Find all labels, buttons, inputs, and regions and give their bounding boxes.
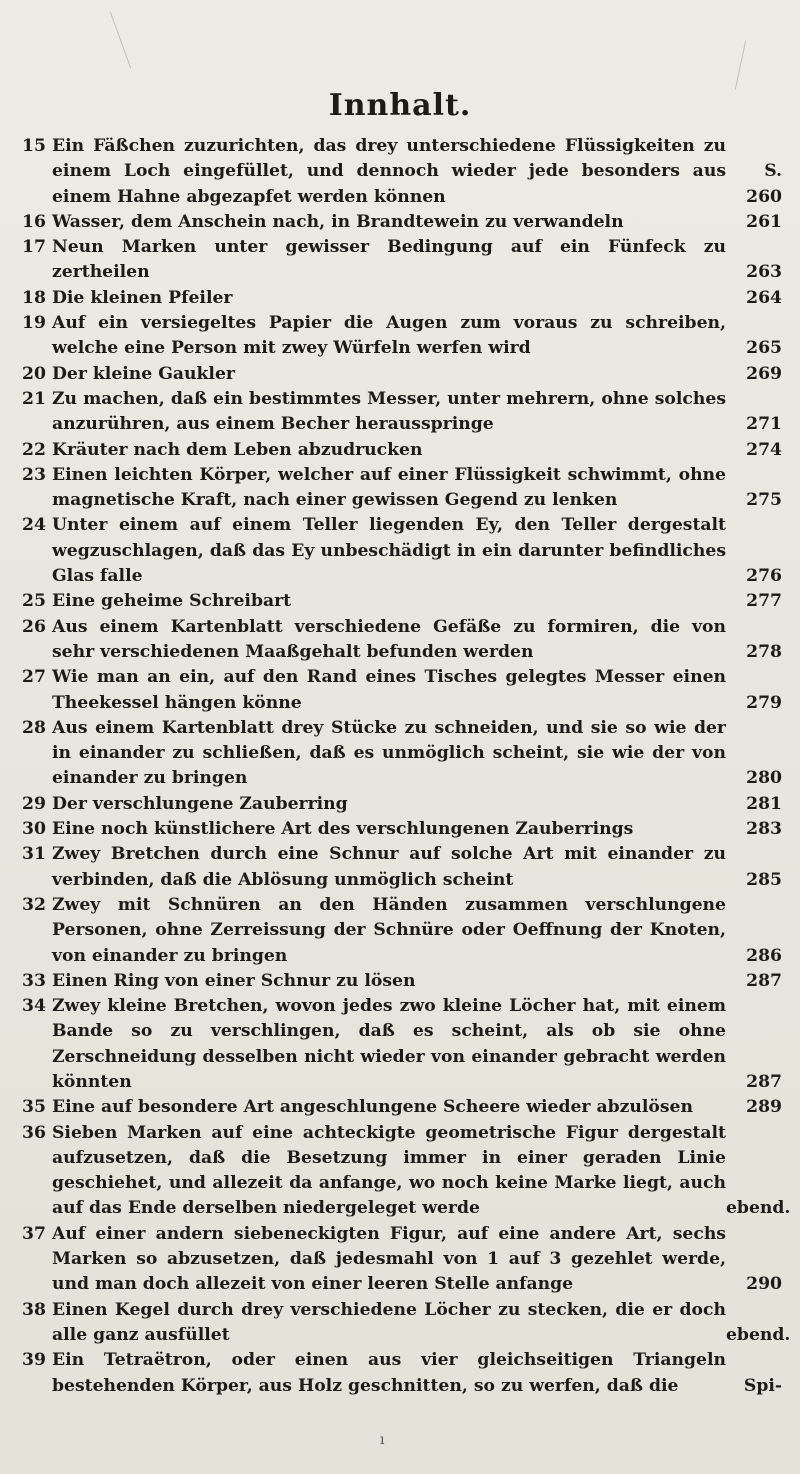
toc-entry <box>12 969 782 994</box>
toc-entry-page: 261 <box>746 211 782 232</box>
toc-entry-title: Unter einem auf einem Teller liegenden Ey, den Teller dergestalt wegzuschlagen, daß das Ey unbeschädigt in ein darunter befindliches Glas falle <box>52 515 726 587</box>
toc-entry-page: 290 <box>746 1274 782 1295</box>
toc-entry-number: 28 <box>22 717 46 738</box>
toc-entry <box>12 463 782 514</box>
paper-scratch-mark <box>735 40 746 89</box>
toc-entry-title: Auf ein versiegeltes Papier die Augen zum voraus zu schreiben, welche eine Person mit zwey Würfeln werfen wird <box>52 313 726 359</box>
toc-entry <box>12 438 782 463</box>
toc-entry-title: Aus einem Kartenblatt verschiedene Gefäße zu formiren, die von sehr verschiedenen Maaßgehalt befunden werden <box>52 616 726 662</box>
toc-entry-page: 277 <box>746 591 782 612</box>
toc-entry-title: Eine auf besondere Art angeschlungene Scheere wieder abzulösen <box>52 1097 693 1118</box>
toc-entry <box>12 362 782 387</box>
paper-scratch-mark <box>110 12 131 69</box>
toc-entry-page: 269 <box>746 363 782 384</box>
toc-entry-page: 265 <box>746 338 782 359</box>
toc-entry-number: 22 <box>22 439 46 460</box>
toc-entry-number: 35 <box>22 1097 46 1118</box>
toc-entry <box>12 842 782 893</box>
toc-entry-page: 286 <box>746 945 782 966</box>
toc-entry <box>12 817 782 842</box>
toc-entry-number: 38 <box>22 1299 46 1320</box>
toc-entry <box>12 893 782 969</box>
toc-entry-page: 263 <box>746 262 782 283</box>
table-of-contents <box>12 134 791 1399</box>
toc-entry-title: Der kleine Gaukler <box>52 363 235 384</box>
toc-entry-title: Einen leichten Körper, welcher auf einer Flüssigkeit schwimmt, ohne magnetische Kraft, nach einer gewissen Gegend zu lenken <box>52 464 726 511</box>
toc-entry-title: Wie man an ein, auf den Rand eines Tisches gelegtes Messer einen Theekessel hängen könne <box>52 667 726 713</box>
page-footer-mark: ı <box>380 1432 385 1448</box>
toc-entry-page: 285 <box>746 869 782 890</box>
page-title: Innhalt. <box>328 88 472 123</box>
toc-entry-number: 31 <box>22 844 46 865</box>
toc-entry <box>12 589 782 614</box>
toc-entry-page: 281 <box>746 793 782 814</box>
toc-entry-page: 280 <box>746 768 782 789</box>
toc-entry-title: Zwey kleine Bretchen, wovon jedes zwo kleine Löcher hat, mit einem Bande so zu verschlingen, daß es scheint, als ob sie ohne Zerschneidung desselben nicht wieder von einander gebracht werden könnten <box>52 996 726 1092</box>
toc-entry-title: Ein Tetraëtron, oder einen aus vier gleichseitigen Triangeln bestehenden Körper, aus Holz geschnitten, so zu werfen, daß die <box>52 1350 726 1396</box>
toc-entry-title: Zwey mit Schnüren an den Händen zusammen verschlungene Personen, ohne Zerreissung der Schnüre oder Oeffnung der Knoten, von einander zu bringen <box>52 894 726 966</box>
toc-entry <box>12 1222 782 1298</box>
toc-entry-title: Wasser, dem Anschein nach, in Brandtewein zu verwandeln <box>52 211 624 232</box>
toc-entry-title: Auf einer andern siebeneckigten Figur, auf eine andere Art, sechs Marken so abzusetzen, daß jedesmahl von 1 auf 3 gezehlet werde, und man doch allezeit von einer leeren Stelle anfange <box>52 1223 726 1295</box>
toc-entry-page: 264 <box>746 287 782 308</box>
toc-entry <box>12 311 782 362</box>
toc-entry <box>12 1095 782 1120</box>
toc-entry-number: 33 <box>22 970 46 991</box>
toc-entry-title: Aus einem Kartenblatt drey Stücke zu schneiden, und sie so wie der in einander zu schließen, daß es unmöglich scheint, sie wie der von einander zu bringen <box>52 717 726 789</box>
toc-entry-title: Sieben Marken auf eine achteckigte geometrische Figur dergestalt aufzusetzen, daß die Besetzung immer in einer geraden Linie geschiehet, und allezeit da anfange, wo noch keine Marke liegt, auch auf das Ende derselben niedergeleget werde <box>52 1122 726 1219</box>
toc-entry <box>12 513 782 589</box>
toc-entry <box>12 1298 791 1349</box>
toc-entry-number: 19 <box>22 313 46 334</box>
toc-entry <box>12 994 782 1095</box>
toc-entry-page: 287 <box>746 970 782 991</box>
toc-entry <box>12 286 782 311</box>
toc-entry-title: Die kleinen Pfeiler <box>52 287 233 308</box>
toc-entry <box>12 1348 782 1399</box>
toc-entry <box>12 134 782 210</box>
toc-entry-title: Eine noch künstlichere Art des verschlungenen Zauberrings <box>52 819 634 840</box>
toc-entry-number: 25 <box>22 591 46 612</box>
toc-entry-number: 23 <box>22 464 46 485</box>
toc-entry <box>12 1121 791 1222</box>
toc-entry-number: 18 <box>22 287 46 308</box>
toc-entry-title: Einen Kegel durch drey verschiedene Löcher zu stecken, die er doch alle ganz ausfüllet <box>52 1299 726 1345</box>
toc-entry-page: 278 <box>746 641 782 662</box>
toc-entry-title: Der verschlungene Zauberring <box>52 793 348 814</box>
toc-entry-page: 283 <box>746 819 782 840</box>
toc-entry-page: ebend. <box>726 1198 791 1219</box>
toc-entry-number: 32 <box>22 894 46 915</box>
toc-entry-title: Neun Marken unter gewisser Bedingung auf ein Fünfeck zu zertheilen <box>52 237 726 283</box>
toc-entry-page: 274 <box>746 439 782 460</box>
toc-entry <box>12 792 782 817</box>
toc-entry-title: Ein Fäßchen zuzurichten, das drey unterschiedene Flüssigkeiten zu einem Loch eingefüllet, und dennoch wieder jede besonders aus einem Hahne abgezapfet werden können <box>52 136 726 207</box>
toc-entry-number: 34 <box>22 996 46 1017</box>
toc-entry <box>12 716 782 792</box>
toc-entry-title: Einen Ring von einer Schnur zu lösen <box>52 970 416 991</box>
toc-entry-page: 271 <box>746 414 782 435</box>
toc-entry-title: Kräuter nach dem Leben abzudrucken <box>52 439 423 460</box>
toc-entry-page: 276 <box>746 566 782 587</box>
toc-entry-page: 289 <box>746 1097 782 1118</box>
toc-entry-number: 24 <box>22 515 46 536</box>
toc-entry-number: 36 <box>22 1122 46 1143</box>
toc-entry <box>12 235 782 286</box>
toc-entry-number: 16 <box>22 211 46 232</box>
toc-entry-number: 30 <box>22 819 46 840</box>
toc-entry-number: 37 <box>22 1223 46 1244</box>
toc-entry-page: 279 <box>746 692 782 713</box>
toc-entry-number: 27 <box>22 667 46 688</box>
toc-entry-number: 20 <box>22 363 46 384</box>
toc-entry <box>12 615 782 666</box>
toc-entry-page: 275 <box>746 490 782 511</box>
toc-entry-number: 15 <box>22 136 46 156</box>
toc-entry-number: 17 <box>22 237 46 258</box>
toc-entry-page: S. 260 <box>746 161 782 207</box>
toc-entry-page: Spi- <box>743 1375 782 1396</box>
toc-entry <box>12 387 782 438</box>
toc-entry-title: Zwey Bretchen durch eine Schnur auf solche Art mit einander zu verbinden, daß die Ablösung unmöglich scheint <box>52 844 726 890</box>
toc-entry <box>12 665 782 716</box>
toc-entry-number: 26 <box>22 616 46 637</box>
toc-entry-page: ebend. <box>726 1324 791 1345</box>
toc-entry-page: 287 <box>746 1071 782 1092</box>
toc-entry-number: 29 <box>22 793 46 814</box>
toc-entry <box>12 210 782 235</box>
toc-entry-title: Zu machen, daß ein bestimmtes Messer, unter mehrern, ohne solches anzurühren, aus einem Becher herausspringe <box>52 388 726 435</box>
toc-entry-number: 21 <box>22 388 46 409</box>
toc-entry-number: 39 <box>22 1350 46 1371</box>
toc-entry-title: Eine geheime Schreibart <box>52 591 292 612</box>
